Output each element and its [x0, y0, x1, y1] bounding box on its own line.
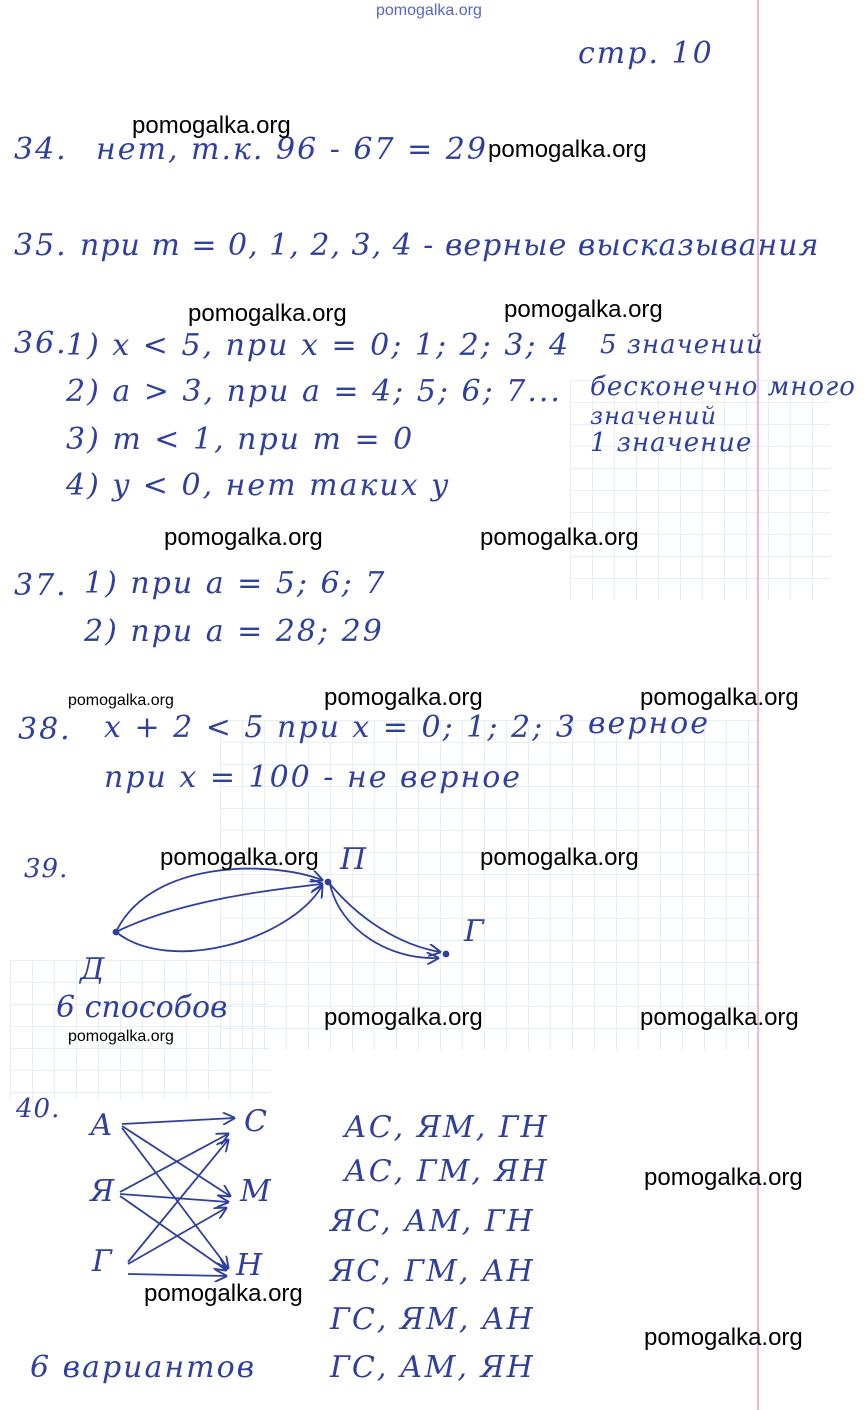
task-39-arrow [116, 884, 322, 932]
watermark: pomogalka.org [644, 1324, 803, 1351]
task-38-number: 38. [18, 712, 72, 747]
task-36-line: 1) x < 5, при x = 0; 1; 2; 3; 4 [66, 328, 571, 363]
task-34-number: 34. [14, 132, 68, 167]
watermark: pomogalka.org [644, 1164, 803, 1191]
task-40-arrow [128, 1208, 226, 1264]
task-39-point-g: Г [464, 914, 484, 949]
task-39-dot-p [326, 880, 331, 885]
task-40-number: 40. [16, 1094, 61, 1124]
task-40-node-g: Г [92, 1244, 112, 1279]
task-36-number: 36. [14, 326, 68, 361]
task-38-note: верное [588, 706, 710, 741]
watermark: pomogalka.org [132, 112, 291, 139]
page-number: стр. 10 [578, 36, 714, 71]
task-40-answer: 6 вариантов [30, 1350, 257, 1385]
task-36-note: 1 значение [590, 428, 753, 458]
watermark: pomogalka.org [480, 844, 639, 871]
task-40-node-n: Н [236, 1248, 263, 1283]
task-40-graph [120, 1118, 234, 1276]
task-39-arrow [116, 869, 322, 932]
watermark: pomogalka.org [640, 684, 799, 711]
watermark: pomogalka.org [160, 844, 319, 871]
task-36-line: 2) a > 3, при a = 4; 5; 6; 7... [66, 374, 562, 409]
task-36-note: значений [590, 402, 718, 430]
task-37-line: 2) при a = 28; 29 [84, 614, 384, 649]
task-40-combo: ГС, АМ, ЯН [330, 1350, 535, 1385]
watermark: pomogalka.org [324, 684, 483, 711]
task-34-text: нет, т.к. 96 - 67 = 29 [96, 132, 488, 167]
watermark: pomogalka.org [640, 1004, 799, 1031]
task-35-text: при m = 0, 1, 2, 3, 4 - верные высказывания [80, 228, 820, 263]
task-40-combo: ГС, ЯМ, АН [330, 1302, 535, 1337]
watermark-top: pomogalka.org [376, 2, 482, 19]
task-40-node-ya: Я [90, 1174, 115, 1209]
task-35-number: 35. [14, 228, 68, 263]
task-40-arrow [122, 1118, 234, 1124]
task-40-node-a: А [90, 1108, 113, 1143]
task-36-line: 4) y < 0, нет таких y [66, 468, 451, 503]
watermark: pomogalka.org [324, 1004, 483, 1031]
task-40-combo: ЯС, АМ, ГН [330, 1204, 535, 1239]
watermark: pomogalka.org [504, 296, 663, 323]
task-38-line: x + 2 < 5 при x = 0; 1; 2; 3 [104, 710, 577, 745]
task-37-line: 1) при a = 5; 6; 7 [84, 566, 387, 601]
task-38-line: при x = 100 - не верное [104, 760, 523, 795]
task-37-number: 37. [14, 568, 68, 603]
task-39-point-d: Д [80, 952, 105, 987]
task-39-number: 39. [24, 854, 69, 884]
watermark: pomogalka.org [68, 1028, 174, 1045]
task-36-note: бесконечно много [590, 372, 856, 402]
task-40-node-m: М [240, 1174, 271, 1209]
watermark: pomogalka.org [68, 692, 174, 709]
task-39-answer: 6 способов [56, 990, 228, 1025]
watermark: pomogalka.org [164, 524, 323, 551]
task-40-node-s: С [244, 1104, 267, 1139]
task-36-line: 3) m < 1, при m = 0 [66, 422, 415, 457]
watermark: pomogalka.org [144, 1280, 303, 1307]
task-39-point-p: П [340, 842, 367, 877]
task-40-arrow [128, 1274, 226, 1276]
task-40-combo: АС, ЯМ, ГН [344, 1110, 549, 1145]
task-39-graph [114, 869, 449, 959]
task-40-combo: ЯС, ГМ, АН [330, 1254, 535, 1289]
task-36-note: 5 значений [600, 330, 764, 360]
task-40-combo: АС, ГМ, ЯН [344, 1154, 549, 1189]
watermark: pomogalka.org [480, 524, 639, 551]
watermark: pomogalka.org [188, 300, 347, 327]
watermark: pomogalka.org [488, 136, 647, 163]
task-39-dot-g [444, 952, 449, 957]
